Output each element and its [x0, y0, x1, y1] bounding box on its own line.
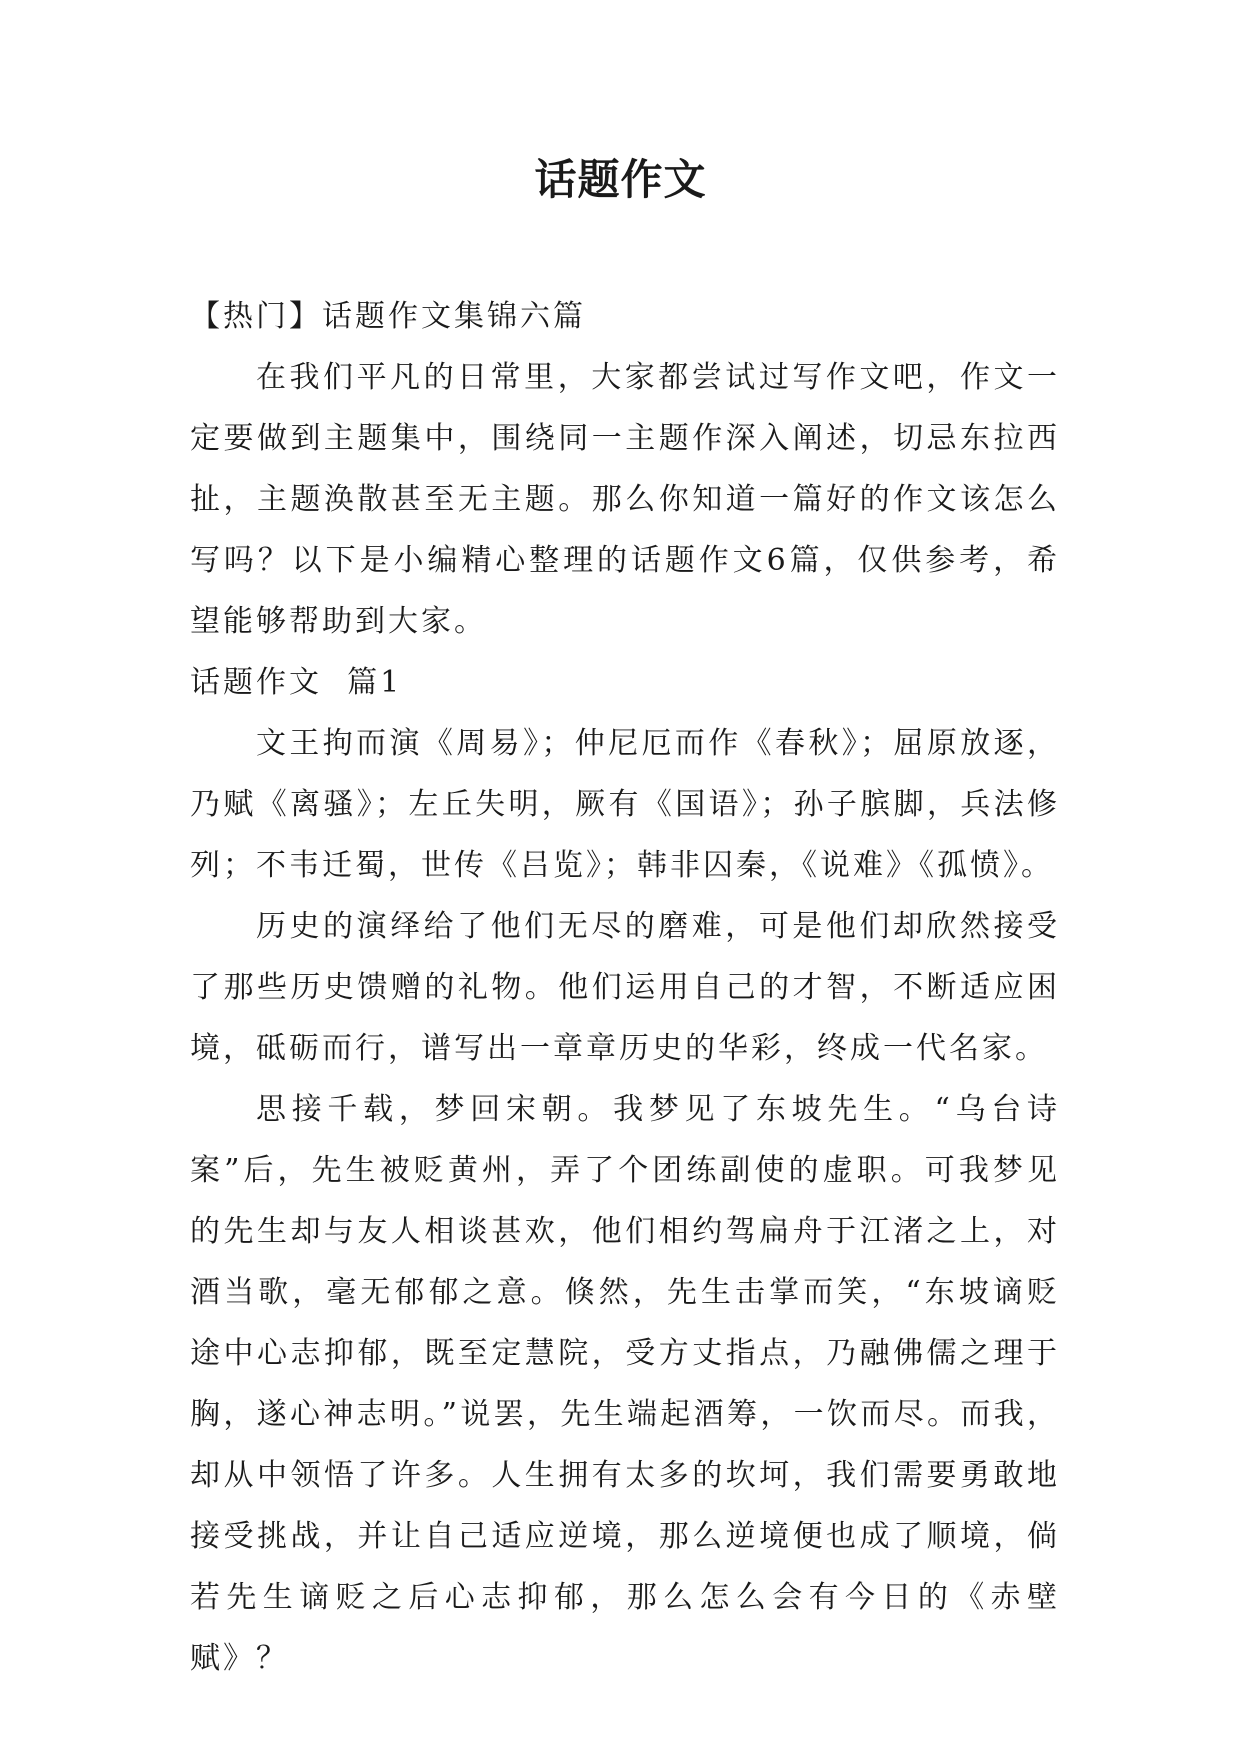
intro-paragraph: 在我们平凡的日常里，大家都尝试过写作文吧，作文一定要做到主题集中，围绕同一主题作深入阐述，切忌东拉西扯，主题涣散甚至无主题。那么你知道一篇好的作文该怎么写吗？以下是小编精心整理的话题作文6篇，仅供参考，希望能够帮助到大家。 [190, 360, 1060, 639]
document-title: 话题作文 [534, 155, 707, 204]
body-paragraph: 思接千载，梦回宋朝。我梦见了东坡先生。“乌台诗案”后，先生被贬黄州，弄了个团练副使的虚职。可我梦见的先生却与友人相谈甚欢，他们相约驾扁舟于江渚之上，对酒当歌，毫无郁郁之意。倏然，先生击掌而笑，“东坡谪贬途中心志抑郁，既至定慧院，受方丈指点，乃融佛儒之理于胸，遂心神志明。”说罢，先生端起酒筹，一饮而尽。而我，却从中领悟了许多。人生拥有太多的坎坷，我们需要勇敢地接受挑战，并让自己适应逆境，那么逆境便也成了顺境，倘若先生谪贬之后心志抑郁，那么怎么会有今日的《赤壁赋》？ [190, 1092, 1060, 1676]
document-body [190, 286, 1060, 1689]
body-paragraph: 历史的演绎给了他们无尽的磨难，可是他们却欣然接受了那些历史馈赠的礼物。他们运用自己的才智，不断适应困境，砥砺而行，谱写出一章章历史的华彩，终成一代名家。 [190, 909, 1060, 1066]
section-heading: 话题作文 篇1 [190, 665, 403, 700]
document-subtitle: 【热门】话题作文集锦六篇 [190, 299, 586, 334]
body-paragraph: 文王拘而演《周易》；仲尼厄而作《春秋》；屈原放逐，乃赋《离骚》；左丘失明，厥有《国语》；孙子膑脚，兵法修列；不韦迁蜀，世传《吕览》；韩非囚秦，《说难》《孤愤》。 [190, 726, 1060, 883]
